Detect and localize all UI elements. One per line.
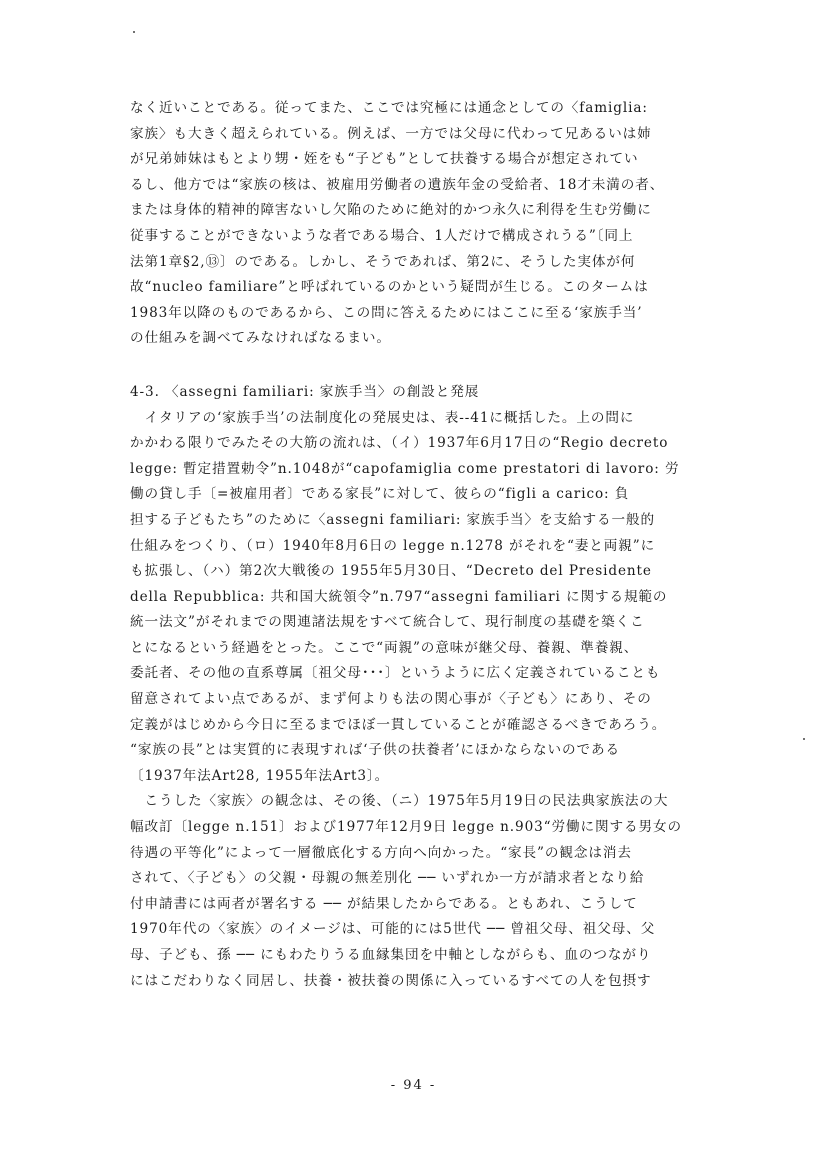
text-line: 留意されてよい点であるが、まず何よりも法の関心事が〈子ども〉にあり、その: [130, 691, 652, 708]
text-line: かかわる限りでみたその大筋の流れは、（イ）1937年6月17日の“Regio decreto: [130, 435, 669, 452]
text-line: “家族の長”とは実質的に表現すれば‘子供の扶養者’にほかならないのである: [130, 742, 620, 759]
text-line: るし、他方では“家族の核は、被雇用労働者の遺族年金の受給者、18才未満の者、: [130, 176, 665, 193]
text-line: とになるという経過をとった。ここで“両親”の意味が継父母、養親、準養親、: [130, 639, 639, 656]
text-line: または身体的精神的障害ないし欠陥のために絶対的かつ永久に利得を生む労働に: [130, 202, 652, 219]
text-line: 幅改訂〔legge n.151〕および1977年12月9日 legge n.903“労働に関する男女の: [130, 819, 682, 836]
text-line: 家族〉も大きく超えられている。例えば、一方では父母に代わって兄あるいは姉: [130, 125, 652, 142]
text-line: 委託者、その他の直系尊属〔祖父母･･･〕というように広く定義されていることも: [130, 665, 661, 682]
text-line: 1983年以降のものであるから、この問に答えるためにはここに至る‘家族手当’: [130, 304, 643, 321]
section-spacer: [130, 352, 730, 380]
text-line: 待遇の平等化”によって一層徹底化する方向へ向かった。“家長”の観念は消去: [130, 844, 632, 861]
text-line: 母、子ども、孫 ── にもわたりうる血縁集団を中軸としながらも、血のつながり: [130, 947, 652, 963]
text-line: 故“nucleo familiare”と呼ばれているのかという疑問が生じる。このタームは: [130, 279, 649, 296]
text-line: が兄弟姉妹はもとより甥・姪をも“子ども”として扶養する場合が想定されてい: [130, 151, 639, 168]
text-line: 法第1章§2,⑬〕のである。しかし、そうであれば、第2に、そうした実体が何: [130, 253, 636, 270]
text-line: の仕組みを調べてみなければなるまい。: [130, 330, 391, 347]
text-line: 1970年代の〈家族〉のイメージは、可能的には5世代 ── 曾祖父母、祖父母、父: [130, 921, 656, 938]
text-line: 従事することができないような者である場合、1人だけで構成されうる”〔同上: [130, 227, 634, 244]
section-heading: 4-3. 〈assegni familiari: 家族手当〉の創設と発展: [130, 383, 480, 400]
text-line: 付申請書には両者が署名する ── が結果したからである。ともあれ、こうして: [130, 895, 638, 912]
text-line: 働の貸し手〔=被雇用者〕である家長”に対して、彼らの“figli a carico: 負: [130, 486, 630, 503]
text-line: 統一法文”がそれまでの関連諸法規をすべて統合して、現行制度の基礎を築くこ: [130, 614, 645, 631]
text-line: 担する子どもたち”のために〈assegni familiari: 家族手当〉を支給する一般的: [130, 511, 655, 528]
text-line: legge: 暫定措置勅令”n.1048が“capofamiglia come prestatori di lavoro: 労: [130, 460, 680, 477]
text-line: も拡張し、（ハ）第2次大戦後の 1955年5月30日、“Decreto del Presidente: [130, 563, 652, 580]
scan-speck: [803, 738, 805, 740]
text-line: にはこだわりなく同居し、扶養・被扶養の関係に入っているすべての人を包摂す: [130, 972, 652, 989]
text-line: 〔1937年法Art28, 1955年法Art3〕。: [130, 767, 390, 784]
text-line: 仕組みをつくり、（ロ）1940年8月6日の legge n.1278 がそれを“妻と両親”に: [130, 537, 656, 554]
text-line: 定義がはじめから今日に至るまでほぼ一貫していることが確認さるべきであろう。: [130, 716, 667, 733]
text-line: della Repubblica: 共和国大統領令”n.797“assegni familiari に関する規範の: [130, 588, 668, 605]
page-number: - 94 -: [390, 1078, 437, 1093]
text-line: されて、〈子ども〉の父親・母親の無差別化 ── いずれか一方が請求者となり給: [130, 870, 645, 887]
text-line: なく近いことである。従ってまた、ここでは究極には通念としての〈famiglia:: [130, 100, 648, 116]
body-text: [130, 96, 730, 994]
text-line: こうした〈家族〉の観念は、その後、（ニ）1975年5月19日の民法典家族法の大: [130, 793, 669, 810]
text-line: イタリアの‘家族手当’の法制度化の発展史は、表--41に概括した。上の問に: [130, 409, 635, 426]
scan-speck: [133, 31, 135, 33]
